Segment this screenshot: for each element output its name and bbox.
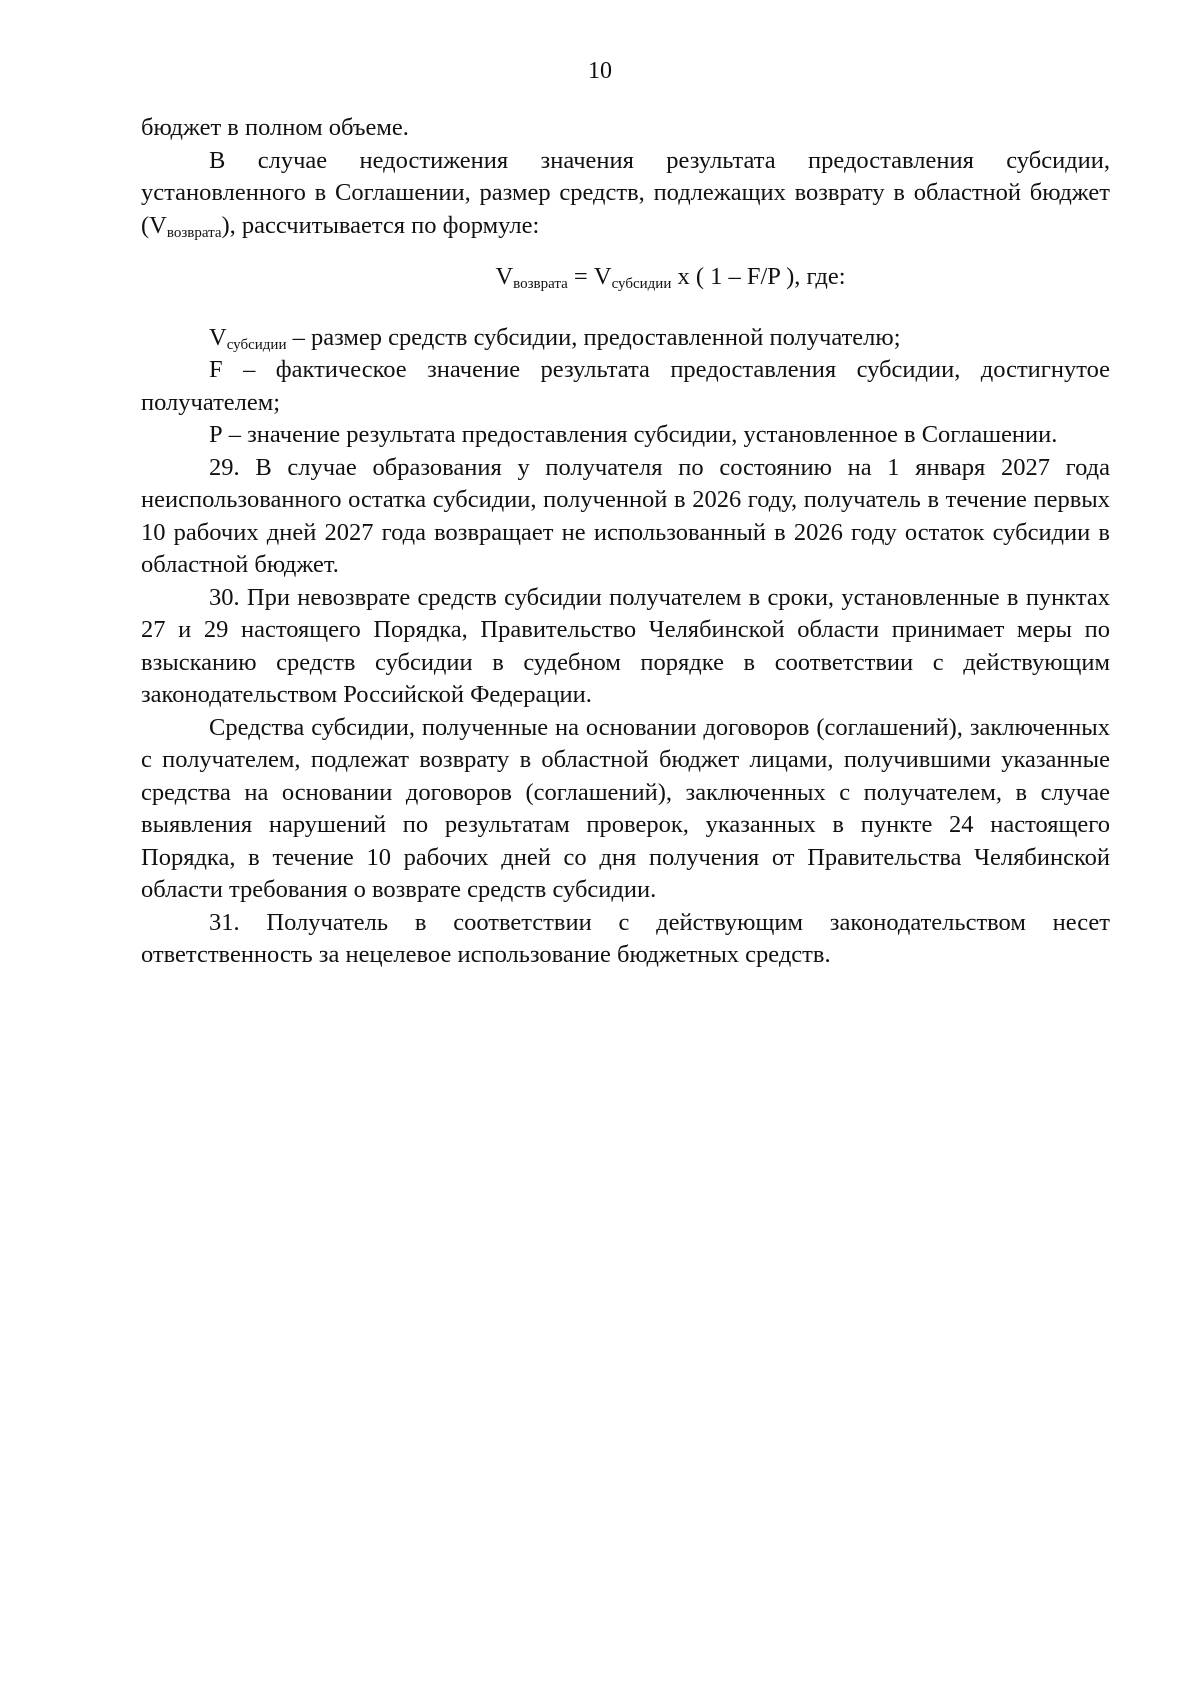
definition-p: Р – значение результата предоставления субсидии, установленное в Соглашении. [209, 421, 1058, 448]
paragraph-29: 29. В случае образования у получателя по состоянию на 1 января 2027 года неиспользованного остатка субсидии, полученной в 2026 году, получатель в течение первых 10 рабочих дней 2027 года возвращает не использованный в 2026 году остаток субсидии в областной бюджет. [141, 453, 1110, 578]
paragraph-31: 31. Получатель в соответствии с действующим законодательством несет ответственность за нецелевое использование бюджетных средств. [141, 908, 1110, 968]
definition-f: F – фактическое значение результата предоставления субсидии, достигнутое получателем; [141, 356, 1110, 416]
paragraph-continuation: бюджет в полном объеме. [141, 114, 409, 141]
page-number: 10 [588, 58, 612, 84]
paragraph-refund-intro: В случае недостижения значения результата предоставления субсидии, установленного в Соглашении, размер средств, подлежащих возврату в областной бюджет $(V_{возврата})$, рассчитывается по формуле: [141, 146, 1110, 241]
paragraph-30-continuation: Средства субсидии, полученные на основании договоров (соглашений), заключенных с получателем, подлежат возврату в областной бюджет лицами, получившими указанные средства на основании договоров (соглашений), заключенных с получателем, в случае выявления нарушений по результатам проверок, указанных в пункте 24 настоящего Порядка, в течение 10 рабочих дней со дня получения от Правительства Челябинской области требования о возврате средств субсидии. [141, 713, 1110, 903]
definition-v-subsidy: $V_{субсидии}$ – размер средств субсидии, предоставленной получателю; [209, 323, 901, 353]
refund-formula: $V_{возврата} = V_{субсидии}$ x ( 1 – F/P ), где: [495, 263, 846, 292]
paragraph-30: 30. При невозврате средств субсидии получателем в сроки, установленные в пунктах 27 и 29 настоящего Порядка, Правительство Челябинской области принимает меры по взысканию средств субсидии в судебном порядке в соответствии с действующим законодательством Российской Федерации. [141, 583, 1110, 708]
document-body [141, 112, 1110, 972]
